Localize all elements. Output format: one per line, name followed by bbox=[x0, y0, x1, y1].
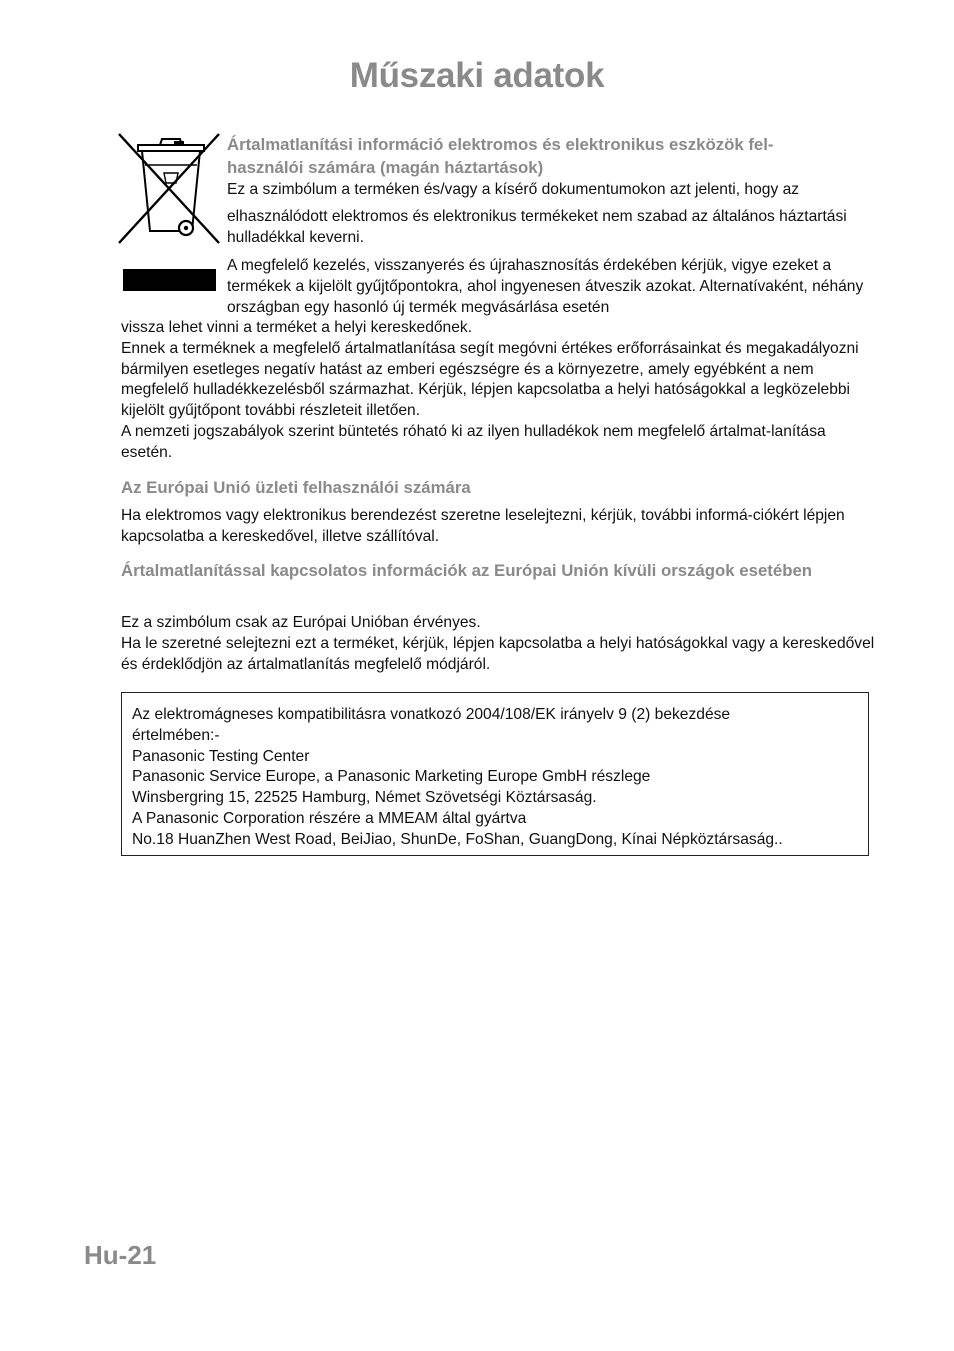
disposal-heading bbox=[227, 133, 877, 179]
emc-line3: Panasonic Testing Center bbox=[132, 747, 310, 765]
page-number: Hu-21 bbox=[84, 1240, 157, 1270]
disposal-body bbox=[121, 318, 881, 464]
page-title: Műszaki adatok bbox=[349, 56, 605, 95]
emc-line2: értelmében:- bbox=[132, 726, 220, 744]
crossed-out-wheelie-bin-icon bbox=[116, 131, 224, 246]
non-eu-body bbox=[121, 613, 881, 675]
emc-line4: Panasonic Service Europe, a Panasonic Marketing Europe GmbH részlege bbox=[132, 768, 651, 786]
emc-line7: No.18 HuanZhen West Road, BeiJiao, ShunDe, FoShan, GuangDong, Kínai Népköztársaság.. bbox=[132, 830, 783, 848]
disposal-heading-line2: használói számára (magán háztartások) bbox=[227, 158, 544, 177]
non-eu-para-line1: Ez a szimbólum csak az Európai Unióban érvényes. bbox=[121, 614, 481, 631]
disposal-para3: Ennek a terméknek a megfelelő ártalmatlanítása segít megóvni értékes erőforrásainkat és megakadályozni bármilyen esetleges negatív hatást az emberi egészségre és a környezetre, amely egyébként a nem megfelelő hulladékkezelésből származhat. Kérjük, lépjen kapcsolatba a helyi hatóságokkal a legközelebbi kijelölt gyűjtőpont további részleteit illetően. bbox=[121, 339, 859, 420]
disposal-para2-indented: A megfelelő kezelés, visszanyerés és újrahasznosítás érdekében kérjük, vigye ezeket a termékek a kijelölt gyűjtőpontokra, ahol ingyenesen átveszik azokat. Alternatívaként, néhány országban egy hasonló új termék megvásárlása esetén bbox=[227, 257, 864, 316]
eu-business-heading: Az Európai Unió üzleti felhasználói számára bbox=[121, 478, 471, 497]
non-eu-para-line2: Ha le szeretné selejtezni ezt a terméket, kérjük, lépjen kapcsolatba a helyi hatóságokkal vagy a kereskedővel és érdeklődjön az ártalmatlanítás megfelelő módjáról. bbox=[121, 634, 875, 673]
separate-collection-bar bbox=[123, 269, 216, 291]
disposal-para1-rest: elhasználódott elektromos és elektronikus termékeket nem szabad az általános háztartási hulladékkal keverni. bbox=[227, 208, 847, 246]
disposal-para4: A nemzeti jogszabályok szerint büntetés róható ki az ilyen hulladékok nem megfelelő ártalmat-lanítása esetén. bbox=[121, 422, 826, 461]
disposal-para1-line1: Ez a szimbólum a terméken és/vagy a kísérő dokumentumokon azt jelenti, hogy az bbox=[227, 181, 800, 198]
disposal-para2-continued: vissza lehet vinni a terméket a helyi kereskedőnek. bbox=[121, 319, 473, 336]
emc-line1: Az elektromágneses kompatibilitásra vonatkozó 2004/108/EK irányelv 9 (2) bekezdése bbox=[132, 706, 731, 723]
emc-line6: A Panasonic Corporation részére a MMEAM által gyártva bbox=[132, 809, 527, 827]
emc-line5: Winsbergring 15, 22525 Hamburg, Német Szövetségi Köztársaság. bbox=[132, 789, 597, 807]
eu-business-para: Ha elektromos vagy elektronikus berendezést szeretne leselejtezni, kérjük, további informá-ciókért lépjen kapcsolatba a kereskedővel, illetve szállítóval. bbox=[121, 507, 845, 545]
disposal-heading-line1: Ártalmatlanítási információ elektromos és elektronikus eszközök fel- bbox=[227, 135, 774, 154]
non-eu-heading: Ártalmatlanítással kapcsolatos információk az Európai Unión kívüli országok esetében bbox=[121, 561, 813, 580]
emc-info-box bbox=[121, 692, 869, 856]
